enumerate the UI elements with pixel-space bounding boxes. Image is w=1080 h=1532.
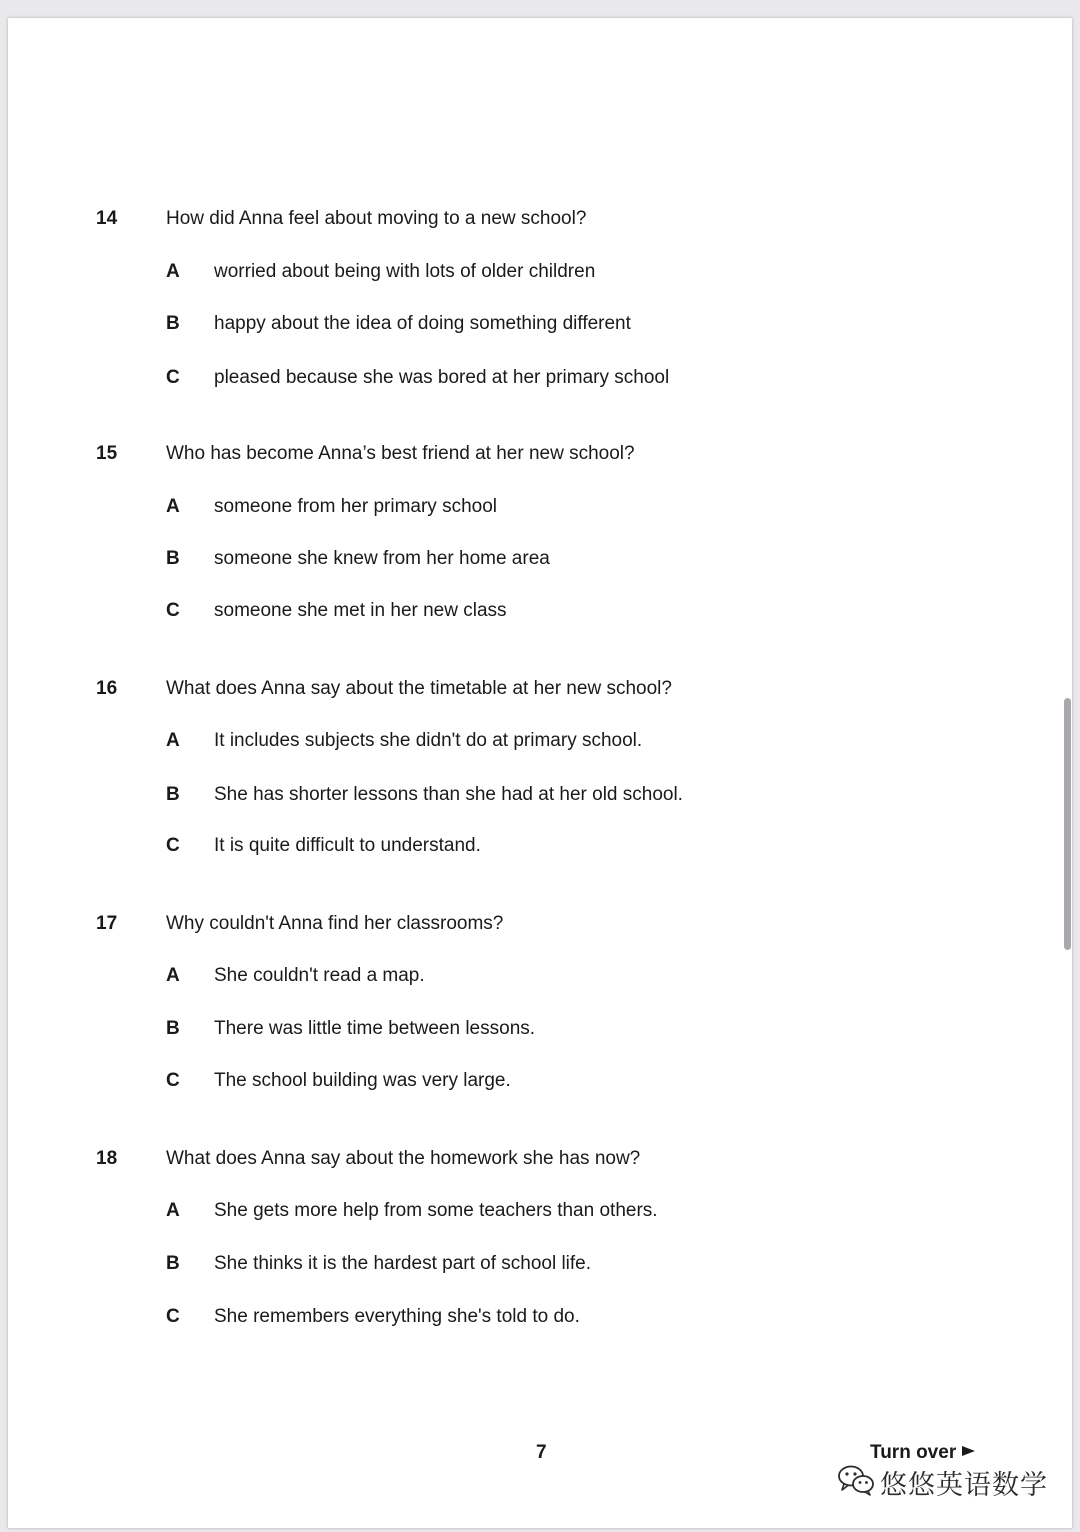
turn-over-text: Turn over (870, 1442, 957, 1463)
option-letter: B (166, 1253, 180, 1274)
option-letter: A (166, 965, 180, 986)
option-text: pleased because she was bored at her primary school (214, 367, 670, 388)
option-letter: A (166, 261, 180, 282)
question-text: What does Anna say about the homework she has now? (166, 1148, 641, 1169)
question-text: Who has become Anna’s best friend at her new school? (166, 443, 635, 464)
question-number: 18 (96, 1148, 118, 1169)
option-letter: B (166, 313, 180, 334)
option-14-a[interactable] (8, 261, 1008, 285)
option-17-a[interactable] (8, 965, 1008, 989)
option-16-c[interactable] (8, 835, 1008, 859)
turn-over-label (870, 1442, 975, 1464)
question-number: 16 (96, 678, 118, 699)
question-text: What does Anna say about the timetable at her new school? (166, 678, 672, 699)
page-number: 7 (536, 1442, 547, 1463)
option-text: She gets more help from some teachers than others. (214, 1200, 658, 1221)
wechat-icon (836, 1463, 876, 1502)
option-text: It includes subjects she didn't do at primary school. (214, 730, 643, 751)
exam-page (8, 18, 1072, 1528)
option-letter: A (166, 730, 180, 751)
option-text: The school building was very large. (214, 1070, 511, 1091)
scrollbar-thumb[interactable] (1064, 698, 1071, 950)
question-number: 14 (96, 208, 118, 229)
option-text: There was little time between lessons. (214, 1018, 536, 1039)
option-letter: C (166, 1070, 180, 1091)
option-15-b[interactable] (8, 548, 1008, 572)
question-number: 15 (96, 443, 118, 464)
option-17-b[interactable] (8, 1018, 1008, 1042)
option-14-b[interactable] (8, 313, 1008, 337)
option-text: She thinks it is the hardest part of school life. (214, 1253, 592, 1274)
option-18-c[interactable] (8, 1306, 1008, 1330)
option-15-c[interactable] (8, 600, 1008, 624)
option-letter: A (166, 1200, 180, 1221)
option-15-a[interactable] (8, 496, 1008, 520)
option-text: happy about the idea of doing something different (214, 313, 631, 334)
question-text: Why couldn't Anna find her classrooms? (166, 913, 504, 934)
option-letter: C (166, 600, 180, 621)
option-letter: C (166, 1306, 180, 1327)
option-text: It is quite difficult to understand. (214, 835, 481, 856)
arrow-right-icon (962, 1446, 975, 1456)
option-letter: A (166, 496, 180, 517)
option-18-b[interactable] (8, 1253, 1008, 1277)
option-18-a[interactable] (8, 1200, 1008, 1224)
option-text: She has shorter lessons than she had at her old school. (214, 784, 683, 805)
option-letter: B (166, 1018, 180, 1039)
question-number: 17 (96, 913, 118, 934)
option-text: She remembers everything she's told to do. (214, 1306, 580, 1327)
option-17-c[interactable] (8, 1070, 1008, 1094)
option-text: someone from her primary school (214, 496, 497, 517)
option-text: She couldn't read a map. (214, 965, 425, 986)
option-text: someone she knew from her home area (214, 548, 550, 569)
option-letter: B (166, 548, 180, 569)
option-16-a[interactable] (8, 730, 1008, 754)
watermark-text: 悠悠英语数学 (880, 1469, 1048, 1501)
option-16-b[interactable] (8, 784, 1008, 808)
option-text: worried about being with lots of older children (214, 261, 596, 282)
option-letter: C (166, 835, 180, 856)
option-14-c[interactable] (8, 367, 1008, 391)
option-text: someone she met in her new class (214, 600, 507, 621)
option-letter: B (166, 784, 180, 805)
question-text: How did Anna feel about moving to a new school? (166, 208, 587, 229)
option-letter: C (166, 367, 180, 388)
watermark (836, 1462, 1048, 1502)
